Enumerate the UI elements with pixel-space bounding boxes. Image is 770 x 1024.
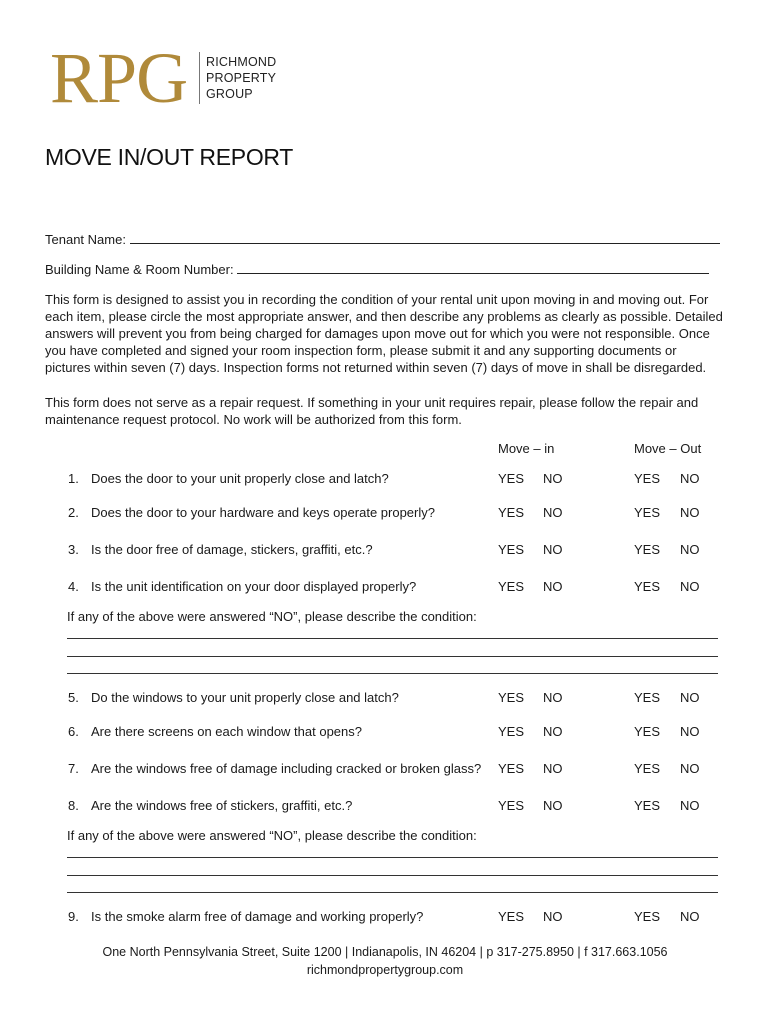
question-number: 3. (68, 542, 79, 557)
move-out-header: Move – Out (634, 441, 702, 456)
logo-line-2: PROPERTY (206, 71, 277, 85)
move-in-yes-option[interactable]: YES (498, 724, 525, 739)
move-out-yes-option[interactable]: YES (634, 798, 661, 813)
building-room-line[interactable] (237, 261, 709, 274)
question-text: Does the door to your hardware and keys operate properly? (91, 505, 435, 520)
move-in-yes-option[interactable]: YES (498, 579, 525, 594)
question-number: 4. (68, 579, 79, 594)
move-in-no-option[interactable]: NO (543, 471, 563, 486)
move-out-no-option[interactable]: NO (680, 798, 700, 813)
question-text: Is the unit identification on your door displayed properly? (91, 579, 417, 594)
tenant-name-line[interactable] (130, 231, 720, 244)
tenant-name-field[interactable] (45, 231, 720, 249)
move-out-yes-option[interactable]: YES (634, 542, 661, 557)
move-in-no-option[interactable]: NO (543, 724, 563, 739)
move-in-yes-option[interactable]: YES (498, 909, 525, 924)
move-out-no-option[interactable]: NO (680, 542, 700, 557)
question-number: 7. (68, 761, 79, 776)
question-text: Are the windows free of stickers, graffiti, etc.? (91, 798, 353, 813)
move-in-no-option[interactable]: NO (543, 798, 563, 813)
question-number: 6. (68, 724, 79, 739)
logo-divider (199, 52, 200, 104)
question-number: 1. (68, 471, 79, 486)
describe-line[interactable] (67, 673, 718, 674)
move-in-yes-option[interactable]: YES (498, 471, 525, 486)
move-out-yes-option[interactable]: YES (634, 579, 661, 594)
describe-line[interactable] (67, 875, 718, 876)
describe-prompt-1: If any of the above were answered “NO”, please describe the condition: (67, 609, 477, 624)
move-out-yes-option[interactable]: YES (634, 505, 661, 520)
move-in-yes-option[interactable]: YES (498, 761, 525, 776)
move-in-yes-option[interactable]: YES (498, 505, 525, 520)
logo-wordmark (206, 54, 276, 102)
move-in-no-option[interactable]: NO (543, 690, 563, 705)
question-number: 9. (68, 909, 79, 924)
intro-paragraph: This form is designed to assist you in recording the condition of your rental unit upon moving in and moving out. For each item, please circle the most appropriate answer, and then describe any problems as clearly as possible. Detailed answers will prevent you from being charged for damages upon move out for which you were not responsible. Once you have completed and signed your room inspection form, please submit it and any supporting documents or pictures within seven (7) days. Inspection forms not returned within seven (7) days of move in shall be disregarded. (45, 292, 723, 375)
question-text: Does the door to your unit properly close and latch? (91, 471, 389, 486)
move-out-no-option[interactable]: NO (680, 690, 700, 705)
move-out-no-option[interactable]: NO (680, 909, 700, 924)
move-out-no-option[interactable]: NO (680, 724, 700, 739)
move-in-no-option[interactable]: NO (543, 761, 563, 776)
logo-line-3: GROUP (206, 87, 253, 101)
question-text: Is the smoke alarm free of damage and working properly? (91, 909, 424, 924)
move-out-no-option[interactable]: NO (680, 579, 700, 594)
page-title: MOVE IN/OUT REPORT (45, 144, 294, 170)
logo-mark: RPG (50, 38, 188, 118)
question-text: Are the windows free of damage including cracked or broken glass? (91, 761, 482, 776)
move-in-yes-option[interactable]: YES (498, 542, 525, 557)
describe-line[interactable] (67, 857, 718, 858)
question-text: Are there screens on each window that opens? (91, 724, 363, 739)
question-text: Do the windows to your unit properly close and latch? (91, 690, 399, 705)
move-out-no-option[interactable]: NO (680, 505, 700, 520)
question-number: 8. (68, 798, 79, 813)
move-in-header: Move – in (498, 441, 555, 456)
question-number: 5. (68, 690, 79, 705)
move-out-yes-option[interactable]: YES (634, 471, 661, 486)
move-in-no-option[interactable]: NO (543, 909, 563, 924)
move-in-yes-option[interactable]: YES (498, 690, 525, 705)
notice-paragraph: This form does not serve as a repair request. If something in your unit requires repair, please follow the repair and maintenance request protocol. No work will be authorized from this form. (45, 395, 699, 427)
logo-line-1: RICHMOND (206, 55, 277, 69)
describe-line[interactable] (67, 656, 718, 657)
move-out-yes-option[interactable]: YES (634, 909, 661, 924)
move-in-no-option[interactable]: NO (543, 505, 563, 520)
move-out-no-option[interactable]: NO (680, 471, 700, 486)
move-out-yes-option[interactable]: YES (634, 724, 661, 739)
describe-line[interactable] (67, 638, 718, 639)
move-in-no-option[interactable]: NO (543, 579, 563, 594)
question-text: Is the door free of damage, stickers, graffiti, etc.? (91, 542, 373, 557)
building-room-label: Building Name & Room Number: (45, 262, 234, 277)
move-out-yes-option[interactable]: YES (634, 690, 661, 705)
move-out-no-option[interactable]: NO (680, 761, 700, 776)
building-room-field[interactable] (45, 261, 709, 279)
describe-line[interactable] (67, 892, 718, 893)
footer-address: One North Pennsylvania Street, Suite 1200 | Indianapolis, IN 46204 | p 317-275.8950 | f 317.663.1056 (102, 945, 668, 959)
move-in-yes-option[interactable]: YES (498, 798, 525, 813)
footer-website: richmondpropertygroup.com (306, 963, 464, 977)
move-out-yes-option[interactable]: YES (634, 761, 661, 776)
move-in-no-option[interactable]: NO (543, 542, 563, 557)
describe-prompt-2: If any of the above were answered “NO”, please describe the condition: (67, 828, 477, 843)
tenant-name-label: Tenant Name: (45, 232, 126, 247)
question-number: 2. (68, 505, 79, 520)
